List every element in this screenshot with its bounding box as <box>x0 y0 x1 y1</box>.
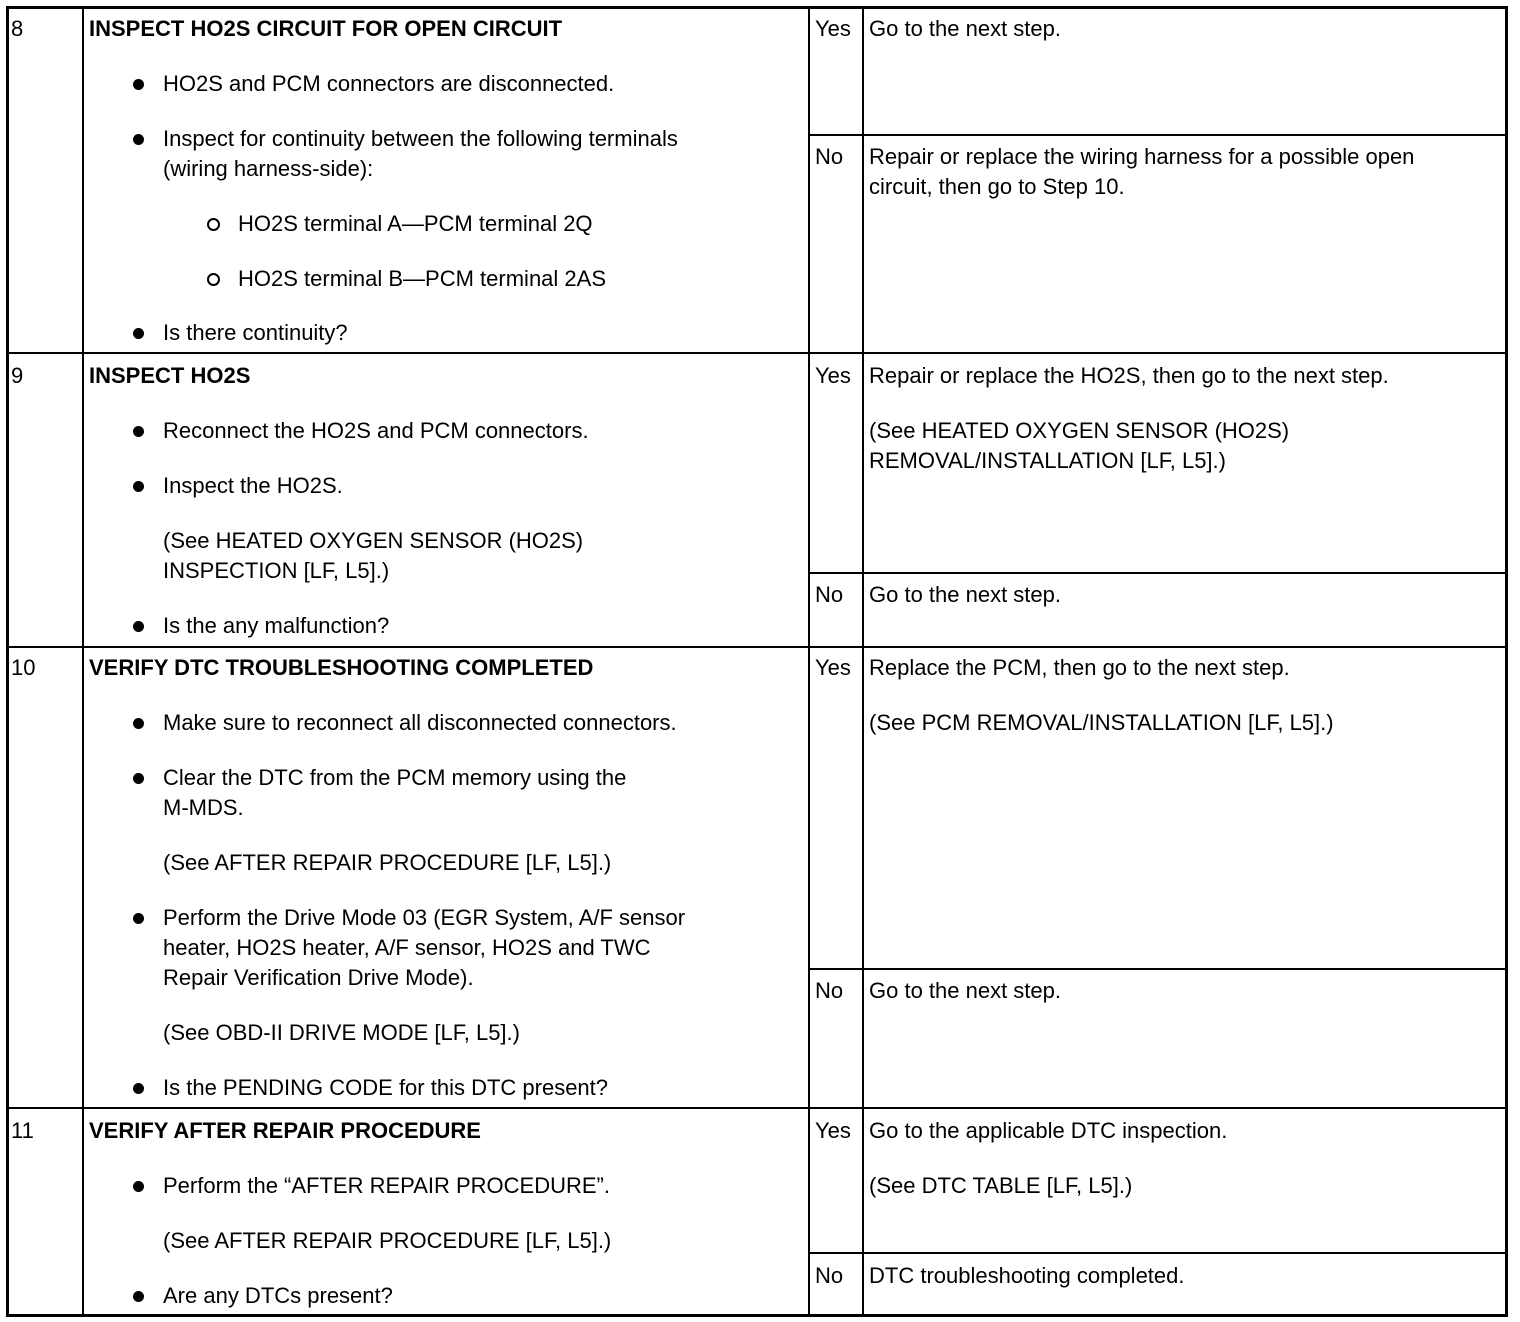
column-divider-action <box>862 6 864 1317</box>
column-divider-step <box>82 6 84 1317</box>
step-item-continued: (wiring harness-side): <box>163 156 374 181</box>
no-label: No <box>815 1263 844 1288</box>
column-divider-answer <box>808 6 810 1317</box>
step-item: Inspect the HO2S. <box>163 473 343 498</box>
step-number: 10 <box>11 655 36 680</box>
row-divider-10-11 <box>6 1107 1508 1109</box>
bullet-icon <box>133 134 144 145</box>
bullet-icon <box>133 79 144 90</box>
step-title: INSPECT HO2S <box>89 363 251 388</box>
yes-no-divider-8 <box>808 134 1508 136</box>
row-divider-9-10 <box>6 646 1508 648</box>
step-sub-item: HO2S terminal B—PCM terminal 2AS <box>238 266 606 291</box>
step-title: INSPECT HO2S CIRCUIT FOR OPEN CIRCUIT <box>89 16 563 41</box>
bullet-icon <box>133 1291 144 1302</box>
step-title: VERIFY DTC TROUBLESHOOTING COMPLETED <box>89 655 594 680</box>
yes-action: Replace the PCM, then go to the next step. <box>869 655 1290 680</box>
bullet-icon <box>133 773 144 784</box>
no-label: No <box>815 144 844 169</box>
yes-reference: (See HEATED OXYGEN SENSOR (HO2S) <box>869 418 1290 443</box>
no-action: DTC troubleshooting completed. <box>869 1263 1185 1288</box>
step-title: VERIFY AFTER REPAIR PROCEDURE <box>89 1118 481 1143</box>
step-number: 9 <box>11 363 24 388</box>
yes-label: Yes <box>815 1118 851 1143</box>
sub-bullet-icon <box>207 273 220 286</box>
step-reference: (See AFTER REPAIR PROCEDURE [LF, L5].) <box>163 1228 612 1253</box>
step-number: 8 <box>11 16 24 41</box>
yes-no-divider-11 <box>808 1252 1508 1254</box>
bullet-icon <box>133 481 144 492</box>
step-item: Perform the “AFTER REPAIR PROCEDURE”. <box>163 1173 610 1198</box>
yes-reference: (See DTC TABLE [LF, L5].) <box>869 1173 1133 1198</box>
table-border-left <box>6 6 9 1317</box>
yes-reference: REMOVAL/INSTALLATION [LF, L5].) <box>869 448 1226 473</box>
yes-label: Yes <box>815 16 851 41</box>
table-border-bottom <box>6 1314 1508 1317</box>
step-item: Make sure to reconnect all disconnected connectors. <box>163 710 677 735</box>
yes-reference: (See PCM REMOVAL/INSTALLATION [LF, L5].) <box>869 710 1334 735</box>
step-item: HO2S and PCM connectors are disconnected. <box>163 71 615 96</box>
bullet-icon <box>133 1181 144 1192</box>
table-border-top <box>6 6 1508 9</box>
yes-action: Go to the next step. <box>869 16 1062 41</box>
yes-action: Repair or replace the HO2S, then go to the next step. <box>869 363 1389 388</box>
step-item: Perform the Drive Mode 03 (EGR System, A/F sensor <box>163 905 686 930</box>
step-item: Inspect for continuity between the following terminals <box>163 126 678 151</box>
yes-no-divider-10 <box>808 968 1508 970</box>
step-item-continued: M-MDS. <box>163 795 244 820</box>
yes-label: Yes <box>815 363 851 388</box>
step-item: Is there continuity? <box>163 320 348 345</box>
table-border-right <box>1505 6 1508 1317</box>
sub-bullet-icon <box>207 218 220 231</box>
step-sub-item: HO2S terminal A—PCM terminal 2Q <box>238 211 593 236</box>
yes-no-divider-9 <box>808 572 1508 574</box>
bullet-icon <box>133 1083 144 1094</box>
step-reference: INSPECTION [LF, L5].) <box>163 558 390 583</box>
yes-action: Go to the applicable DTC inspection. <box>869 1118 1228 1143</box>
bullet-icon <box>133 328 144 339</box>
step-reference: (See HEATED OXYGEN SENSOR (HO2S) <box>163 528 584 553</box>
step-item: Clear the DTC from the PCM memory using the <box>163 765 627 790</box>
no-label: No <box>815 978 844 1003</box>
step-number: 11 <box>11 1118 34 1143</box>
no-action: Repair or replace the wiring harness for a possible open <box>869 144 1415 169</box>
step-item-continued: heater, HO2S heater, A/F sensor, HO2S and TWC <box>163 935 651 960</box>
bullet-icon <box>133 913 144 924</box>
no-action: Go to the next step. <box>869 582 1062 607</box>
row-divider-8-9 <box>6 352 1508 354</box>
step-reference: (See OBD-II DRIVE MODE [LF, L5].) <box>163 1020 520 1045</box>
no-action: Go to the next step. <box>869 978 1062 1003</box>
step-item-continued: Repair Verification Drive Mode). <box>163 965 474 990</box>
bullet-icon <box>133 621 144 632</box>
no-label: No <box>815 582 844 607</box>
yes-label: Yes <box>815 655 851 680</box>
bullet-icon <box>133 426 144 437</box>
step-reference: (See AFTER REPAIR PROCEDURE [LF, L5].) <box>163 850 612 875</box>
step-item: Are any DTCs present? <box>163 1283 393 1308</box>
step-item: Is the any malfunction? <box>163 613 390 638</box>
step-item: Is the PENDING CODE for this DTC present? <box>163 1075 609 1100</box>
no-action: circuit, then go to Step 10. <box>869 174 1125 199</box>
step-item: Reconnect the HO2S and PCM connectors. <box>163 418 589 443</box>
bullet-icon <box>133 718 144 729</box>
